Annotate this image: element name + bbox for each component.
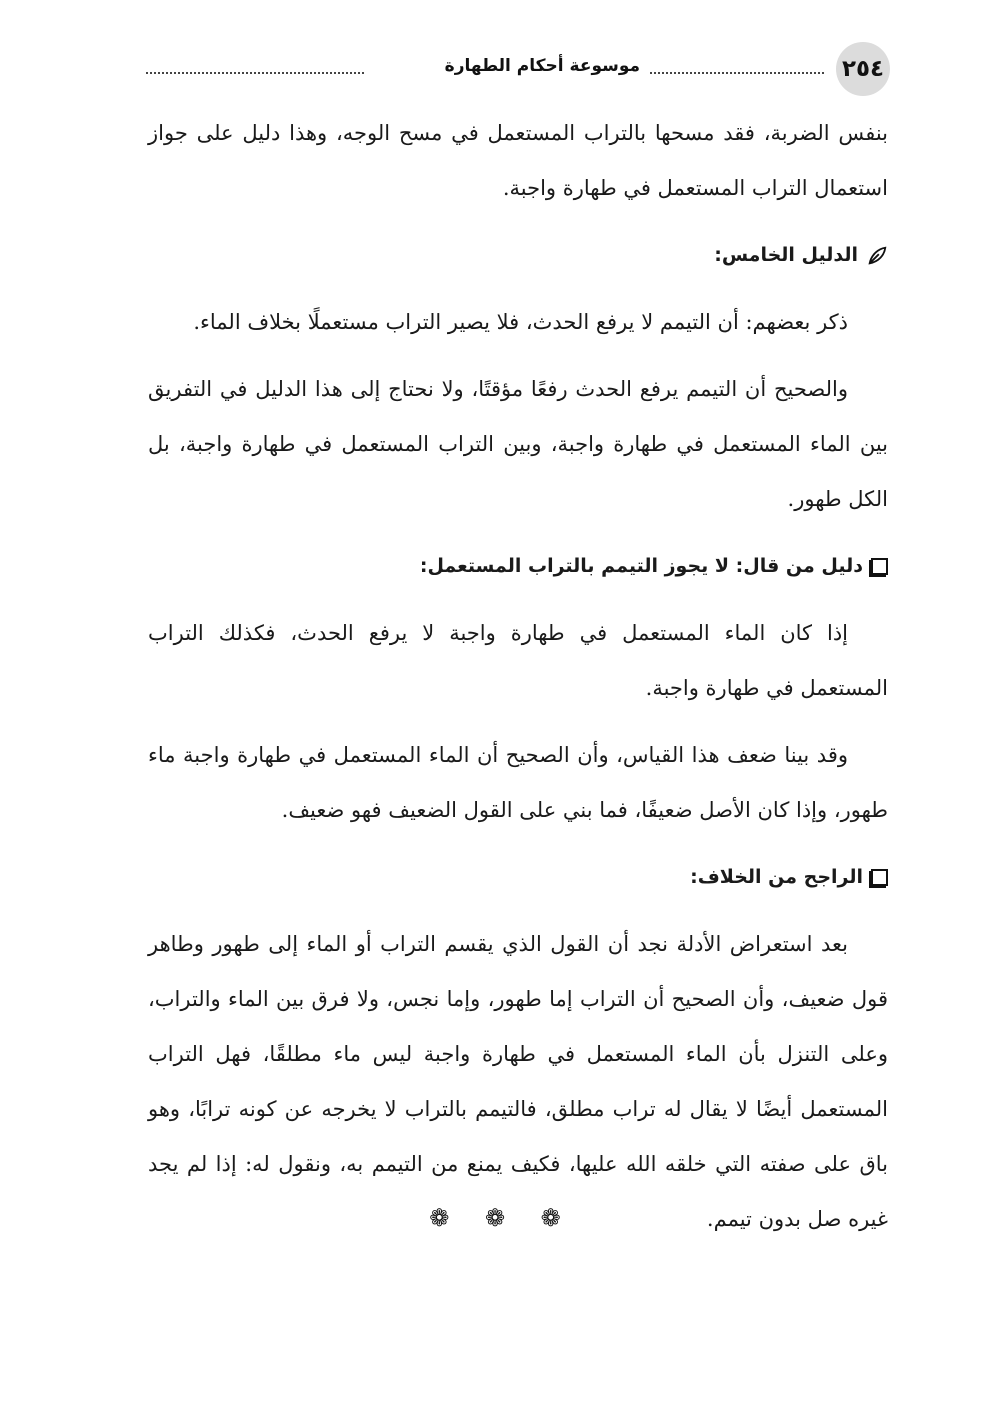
page-number: ٢٥٤ [841, 56, 885, 82]
paragraph-4: إذا كان الماء المستعمل في طهارة واجبة لا يرفع الحدث، فكذلك التراب المستعمل في طهارة واجبة. [148, 621, 888, 700]
section-heading-opposing-evidence [148, 539, 888, 594]
paragraph-1: بنفس الضربة، فقد مسحها بالتراب المستعمل في مسح الوجه، وهذا دليل على جواز استعمال التراب المستعمل في طهارة واجبة. [148, 121, 888, 200]
running-title: موسوعة أحكام الطهارة [444, 56, 640, 76]
paragraph-6: بعد استعراض الأدلة نجد أن القول الذي يقسم التراب أو الماء إلى طهور وطاهر قول ضعيف، وأن الصحيح أن التراب إما طهور، وإما نجس، ولا فرق بين الماء والتراب، وعلى التنزل بأن الماء المستعمل في طهارة واجبة ليس ماء مطلقًا، فهل التراب المستعمل أيضًا لا يقال له تراب مطلق، فالتيمم بالتراب لا يخرجه عن كونه ترابًا، وهو باق على صفته التي خلقه الله عليها، فكيف يمنع من التيمم به، ونقول له: إذا لم يجد غيره صل بدون تيمم. [148, 932, 888, 1231]
checkbox-icon [871, 558, 888, 575]
section-heading-preponderant-view [148, 850, 888, 905]
header-dotted-rule-right [650, 72, 824, 74]
heading-text: دليل من قال: لا يجوز التيمم بالتراب المستعمل: [419, 555, 863, 577]
header-dotted-rule-left [146, 72, 364, 74]
page-body [148, 106, 888, 1259]
section-heading-fifth-evidence [148, 228, 888, 283]
checkbox-icon [871, 869, 888, 886]
page-header [140, 42, 890, 98]
page-number-badge [836, 42, 890, 96]
heading-text: الراجح من الخلاف: [690, 866, 863, 888]
heading-text: الدليل الخامس: [714, 244, 858, 266]
leaf-icon [866, 245, 888, 267]
closing-ornament: ❁ ❁ ❁ [429, 1204, 575, 1232]
paragraph-5: وقد بينا ضعف هذا القياس، وأن الصحيح أن الماء المستعمل في طهارة واجبة ماء طهور، وإذا كان الأصل ضعيفًا، فما بني على القول الضعيف فهو ضعيف. [148, 743, 888, 822]
paragraph-3: والصحيح أن التيمم يرفع الحدث رفعًا مؤقتًا، ولا نحتاج إلى هذا الدليل في التفريق بين الماء المستعمل في طهارة واجبة، وبين التراب المستعمل في طهارة واجبة، بل الكل طهور. [148, 377, 888, 511]
paragraph-2: ذكر بعضهم: أن التيمم لا يرفع الحدث، فلا يصير التراب مستعملًا بخلاف الماء. [193, 310, 848, 334]
